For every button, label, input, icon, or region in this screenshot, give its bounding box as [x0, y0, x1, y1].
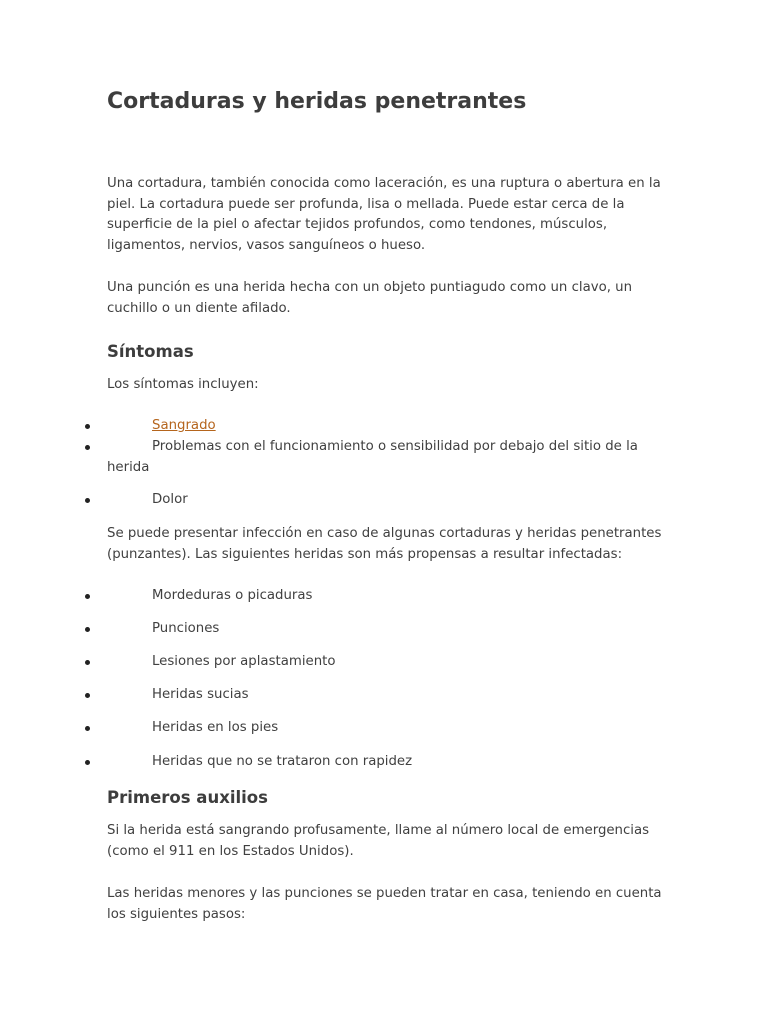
first-aid-paragraph-2: Las heridas menores y las punciones se pueden tratar en casa, teniendo en cuenta los siguientes pasos: [107, 886, 662, 922]
list-item [107, 586, 667, 607]
intro-paragraph-1: Una cortadura, también conocida como laceración, es una ruptura o abertura en la piel. La cortadura puede ser profunda, lisa o mellada. Puede estar cerca de la superficie de la piel o afectar tejidos profundos, como tendones, músculos, ligamentos, nervios, vasos sanguíneos o hueso. [107, 176, 661, 253]
list-item [107, 437, 667, 478]
bullet-icon [85, 627, 90, 632]
list-item-text: Heridas en los pies [152, 720, 279, 735]
bullet-icon [85, 760, 90, 765]
list-item-text: Heridas sucias [152, 687, 249, 702]
list-item-text: Lesiones por aplastamiento [152, 654, 336, 669]
list-item [107, 752, 667, 773]
list-item-text: Problemas con el funcionamiento o sensibilidad por debajo del sitio de la herida [107, 439, 638, 475]
page-title: Cortaduras y heridas penetrantes [107, 89, 527, 114]
bullet-icon [85, 594, 90, 599]
list-item [107, 718, 667, 739]
bullet-icon [85, 660, 90, 665]
bullet-icon [85, 424, 90, 429]
infection-lead: Se puede presentar infección en caso de algunas cortaduras y heridas penetrantes (punzantes). Las siguientes heridas son más propensas a resultar infectadas: [107, 526, 662, 562]
list-item [107, 416, 667, 437]
list-item-text: Punciones [152, 621, 220, 636]
list-item [107, 652, 667, 673]
list-item [107, 685, 667, 706]
list-item-text: Mordeduras o picaduras [152, 588, 313, 603]
first-aid-heading: Primeros auxilios [107, 788, 268, 807]
bullet-icon [85, 726, 90, 731]
list-item-text: Dolor [152, 492, 188, 507]
symptoms-lead: Los síntomas incluyen: [107, 377, 259, 392]
bullet-icon [85, 693, 90, 698]
bullet-icon [85, 498, 90, 503]
list-item [107, 619, 667, 640]
symptoms-heading: Síntomas [107, 342, 194, 361]
list-item [107, 490, 667, 511]
intro-paragraph-2: Una punción es una herida hecha con un objeto puntiagudo como un clavo, un cuchillo o un diente afilado. [107, 280, 633, 316]
sangrado-link[interactable]: Sangrado [152, 418, 216, 433]
list-item-text: Heridas que no se trataron con rapidez [152, 754, 413, 769]
bullet-icon [85, 445, 90, 450]
first-aid-paragraph-1: Si la herida está sangrando profusamente, llame al número local de emergencias (como el 911 en los Estados Unidos). [107, 823, 650, 859]
